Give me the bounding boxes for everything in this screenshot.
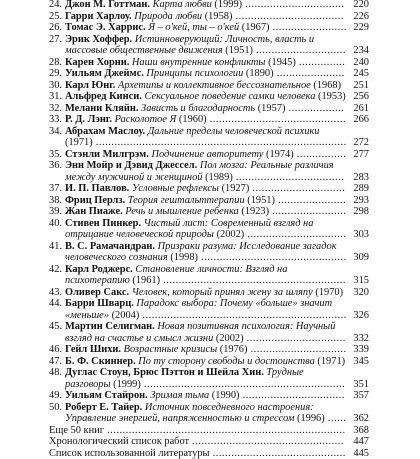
entry-title: Условные рефлексы	[132, 183, 219, 194]
entry-page-number: 303	[353, 229, 369, 241]
entry-number: 47.	[49, 356, 61, 368]
entry-title: Теория гештальттерапии	[128, 195, 245, 206]
entry-title: Трудные разговоры	[65, 367, 304, 390]
entry-text: Карл Роджерс. Становление личности: Взгляд на психотерапию (1961) ...........................................................	[65, 264, 347, 287]
entry-year: (1927)	[222, 183, 250, 194]
toc-entry	[49, 34, 369, 57]
entry-text	[65, 356, 347, 368]
entry-author: Томас Э. Харрис.	[65, 22, 146, 33]
entry-page-number: 332	[353, 333, 369, 345]
entry-text: Стэнли Милгрэм. Подчинение авторитету (1974) ................	[65, 149, 347, 161]
appendix-page-number: 445	[353, 448, 369, 459]
entry-page-number: 293	[353, 195, 369, 207]
entry-number: 49.	[49, 390, 61, 402]
appendix-page-number: 447	[353, 436, 369, 448]
entry-page-number: 226	[353, 11, 369, 23]
entry-number: 40.	[49, 218, 61, 230]
entry-page-number: 251	[353, 80, 369, 92]
entry-text: Стивен Пинкер. Чистый лист: Современный взгляд на отрицание человеческой природы (2002) ................................	[65, 218, 347, 241]
entry-title: Сексуальное поведение самки человека	[144, 91, 315, 102]
entry-text: В. С. Рамачандран. Призраки разума: Исследование загадок человеческого сознания (1998) ...............................................	[65, 241, 347, 264]
toc-entry	[49, 390, 369, 402]
entry-year: (1960)	[179, 114, 207, 125]
entry-year: (1953)	[318, 91, 346, 102]
toc-entry	[49, 126, 369, 149]
appendix-page-number: 368	[353, 425, 369, 437]
entry-title: Источник повседневного настроения: Управление энергией, напряженностью и стрессом	[65, 402, 314, 425]
entry-author: Оливер Сакс.	[65, 287, 129, 298]
entry-number: 25.	[49, 11, 61, 23]
appendix-text: Хронологический список работ .................................................	[49, 436, 347, 448]
entry-page-number: 277	[353, 149, 369, 161]
toc-entry	[49, 298, 369, 321]
entry-year: (2002)	[216, 333, 244, 344]
toc-entry	[49, 91, 369, 103]
entry-page-number: 256	[353, 91, 369, 103]
entry-title: Природа любви	[134, 11, 202, 22]
appendix-label: Список использованной литературы	[49, 448, 210, 459]
entry-page-number: 351	[353, 379, 369, 391]
entry-year: (2002)	[217, 229, 245, 240]
entry-text: Гейл Шихи. Возрастные кризисы (1976) ...............................	[65, 344, 347, 356]
toc-entry	[49, 160, 369, 183]
entry-author: Джон М. Готтман.	[65, 0, 150, 10]
toc-entry	[49, 287, 369, 299]
entry-year: (1989)	[205, 172, 233, 183]
entry-title: Человек, который принял жену за шляпу	[132, 287, 313, 298]
entry-title: Зависть и благодарность	[141, 103, 255, 114]
entry-page-number: 345	[353, 356, 369, 368]
entry-number: 35.	[49, 149, 61, 161]
entry-number: 31.	[49, 91, 61, 103]
entry-number: 50.	[49, 402, 61, 414]
entry-title: Призраки разума: Исследование загадок человеческого сознания	[65, 241, 337, 264]
toc-entry	[49, 195, 369, 207]
toc-entry	[49, 68, 369, 80]
entry-number: 28.	[49, 57, 61, 69]
entry-page-number: 261	[353, 103, 369, 115]
entry-title: Расколотое Я	[115, 114, 177, 125]
entry-page-number: 245	[353, 68, 369, 80]
entry-page-number: 298	[353, 206, 369, 218]
entry-page-number: 289	[353, 183, 369, 195]
entry-page-number: 357	[353, 390, 369, 402]
entry-title: Подчинение авторитету	[151, 149, 263, 160]
entry-number: 26.	[49, 22, 61, 34]
entry-author: Мелани Кляйн.	[65, 103, 138, 114]
entry-author: Карл Юнг.	[65, 80, 115, 91]
entry-year: (2004)	[112, 310, 140, 321]
entry-author: Уильям Джеймс.	[65, 68, 144, 79]
entry-year: (1958)	[205, 11, 233, 22]
entry-title: Пол мозга: Реальные различия между мужчиной и женщиной	[65, 160, 334, 183]
entry-number: 30.	[49, 80, 61, 92]
entry-year: (1951)	[225, 45, 253, 56]
entry-text: Жан Пиаже. Речь и мышление ребенка (1923) ........................	[65, 206, 347, 218]
entry-text: Барри Шварц. Парадокс выбора: Почему «больше» значит «меньше» (2004) ..................................................................	[65, 298, 347, 321]
toc-entry	[49, 114, 369, 126]
entry-author: Роберт Е. Тайер.	[65, 402, 142, 413]
entry-year: (1957)	[258, 103, 286, 114]
entry-year: (1999)	[113, 379, 141, 390]
toc-entry	[49, 356, 369, 368]
entry-year: (1999)	[214, 0, 242, 10]
entry-number: 32.	[49, 103, 61, 115]
entry-text	[65, 80, 347, 92]
entry-title: Зримая тьма	[150, 390, 209, 401]
entry-text: Эрик Хоффер. Истинноверующий: Личность, власть и массовые общественные движения (1951) .............................	[65, 34, 347, 57]
entry-number: 34.	[49, 126, 61, 138]
entry-author: Б. Ф. Скиннер.	[65, 356, 136, 367]
entry-author: Альфред Кинси.	[65, 91, 142, 102]
entry-number: 45.	[49, 321, 61, 333]
entry-author: Абрахам Маслоу.	[65, 126, 145, 137]
entry-author: Барри Шварц.	[65, 298, 134, 309]
entry-author: Уильям Стайрон.	[65, 390, 148, 401]
toc-entry	[49, 344, 369, 356]
entry-text: Карен Хорни. Наши внутренние конфликты (1945) ...............	[65, 57, 347, 69]
entry-page-number: 229	[353, 22, 369, 34]
entry-title: Карта любви	[153, 0, 212, 10]
entry-page-number: 326	[353, 310, 369, 322]
entry-text: Энн Мойр и Дэвид Джессел. Пол мозга: Реальные различия между мужчиной и женщиной (1989) ...................................	[65, 160, 347, 183]
toc-entry	[49, 22, 369, 34]
entry-text: Мартин Селигман. Новая позитивная психология: Научный взгляд на счастье и смысл жизни (2002) ................................	[65, 321, 347, 344]
entry-title: По ту сторону свободы и достоинства	[138, 356, 315, 367]
entry-title: Парадокс выбора: Почему «больше» значит «меньше»	[65, 298, 332, 321]
entry-page-number: 220	[353, 0, 369, 11]
entry-text: Мелани Кляйн. Зависть и благодарность (1957) ..................	[65, 103, 347, 115]
entry-year: (1970)	[315, 287, 343, 298]
entry-text: Джон М. Готтман. Карта любви (1999) ................................	[65, 0, 347, 11]
entry-year: (1998)	[170, 252, 198, 263]
entry-number: 36.	[49, 160, 61, 172]
toc-entry	[49, 0, 369, 11]
entry-number: 27.	[49, 34, 61, 46]
toc-entry	[49, 241, 369, 264]
toc-appendix-entry	[49, 425, 369, 437]
toc-entry	[49, 149, 369, 161]
entry-text: Р. Д. Лэнг. Расколотое Я (1960) ............................................	[65, 114, 347, 126]
toc-entry	[49, 206, 369, 218]
table-of-contents	[49, 0, 369, 459]
entry-author: Карен Хорни.	[65, 57, 129, 68]
entry-author: Гарри Харлоу.	[65, 11, 132, 22]
entry-author: Стэнли Милгрэм.	[65, 149, 149, 160]
entry-text: Фриц Перлз. Теория гештальттерапии (1951) ......................	[65, 195, 347, 207]
entry-year: (1945)	[268, 57, 296, 68]
toc-entry	[49, 402, 369, 425]
appendix-label: Хронологический список работ	[49, 436, 189, 447]
entry-author: В. С. Рамачандран.	[65, 241, 155, 252]
entry-year: (1971)	[65, 137, 93, 148]
entry-title: Новая позитивная психология: Научный взгляд на счастье и смысл жизни	[65, 321, 335, 344]
appendix-text: Еще 50 книг .............................................................................	[49, 425, 347, 437]
entry-title: Я – о'кей, ты – о'кей	[148, 22, 239, 33]
entry-year: (1974)	[266, 149, 294, 160]
toc-entry	[49, 103, 369, 115]
entry-page-number: 339	[353, 344, 369, 356]
entry-author: Карл Роджерс.	[65, 264, 133, 275]
entry-title: Чистый лист: Современный взгляд на отрицание человеческой природы	[65, 218, 313, 241]
entry-year: (1976)	[220, 344, 248, 355]
entry-page-number: 283	[353, 172, 369, 184]
entry-title: Речь и мышление ребенка	[125, 206, 238, 217]
entry-number: 48.	[49, 367, 61, 379]
entry-number: 38.	[49, 195, 61, 207]
entry-title: Дальние пределы человеческой психики	[148, 126, 320, 137]
entry-title: Архетипы и коллективное бессознательное	[118, 80, 311, 91]
entry-number: 41.	[49, 241, 61, 253]
entry-text	[65, 287, 347, 299]
entry-author: Стивен Пинкер.	[65, 218, 141, 229]
entry-title: Истинноверующий: Личность, власть и массовые общественные движения	[65, 34, 314, 57]
entry-text: Уильям Джеймс. Принципы психологии (1890) ......................	[65, 68, 347, 80]
entry-page-number: 320	[353, 287, 369, 299]
entry-text	[65, 91, 347, 103]
entry-author: Р. Д. Лэнг.	[65, 114, 112, 125]
toc-appendix-entry	[49, 448, 369, 459]
entry-author: Фриц Перлз.	[65, 195, 125, 206]
appendix-text: Список использованной литературы ...........................................	[49, 448, 347, 459]
toc-entry	[49, 183, 369, 195]
entry-text: И. П. Павлов. Условные рефлексы (1927) ..............................	[65, 183, 347, 195]
toc-appendix-entry	[49, 436, 369, 448]
entry-number: 42.	[49, 264, 61, 276]
entry-author: Жан Пиаже.	[65, 206, 123, 217]
entry-year: (1890)	[246, 68, 274, 79]
entry-number: 39.	[49, 206, 61, 218]
entry-title: Возрастные кризисы	[124, 344, 218, 355]
entry-text: Томас Э. Харрис. Я – о'кей, ты – о'кей (1967) ........................	[65, 22, 347, 34]
entry-author: Мартин Селигман.	[65, 321, 155, 332]
entry-page-number: 315	[353, 275, 369, 287]
entry-number: 29.	[49, 68, 61, 80]
toc-entry	[49, 321, 369, 344]
entry-text: Гарри Харлоу. Природа любви (1958) ...................................	[65, 11, 347, 23]
appendix-label: Еще 50 книг	[49, 425, 104, 436]
entry-page-number: 266	[353, 114, 369, 126]
entry-year: (1967)	[242, 22, 270, 33]
entry-text: Дуглас Стоун, Брюс Пэттон и Шейла Хин. Трудные разговоры (1999) .................................................................	[65, 367, 347, 390]
entry-title: Наши внутренние конфликты	[132, 57, 266, 68]
entry-number: 44.	[49, 298, 61, 310]
entry-year: (1990)	[212, 390, 240, 401]
entry-number: 33.	[49, 114, 61, 126]
entry-page-number: 362	[353, 413, 369, 425]
entry-year: (1968)	[313, 80, 341, 91]
entry-text: Уильям Стайрон. Зримая тьма (1990) .................................	[65, 390, 347, 402]
entry-text: Абрахам Маслоу. Дальние пределы человеческой психики (1971) .................................................................................	[65, 126, 347, 149]
entry-author: И. П. Павлов.	[65, 183, 129, 194]
toc-entry	[49, 11, 369, 23]
toc-entry	[49, 218, 369, 241]
entry-author: Гейл Шихи.	[65, 344, 121, 355]
toc-entry	[49, 57, 369, 69]
entry-number: 24.	[49, 0, 61, 11]
entry-page-number: 234	[353, 45, 369, 57]
entry-author: Дуглас Стоун, Брюс Пэттон и Шейла Хин.	[65, 367, 264, 378]
entry-number: 43.	[49, 287, 61, 299]
entry-title: Становление личности: Взгляд на психотерапию	[65, 264, 287, 287]
toc-entry	[49, 367, 369, 390]
entry-year: (1996)	[297, 413, 325, 424]
entry-page-number: 240	[353, 57, 369, 69]
toc-entry	[49, 80, 369, 92]
entry-number: 37.	[49, 183, 61, 195]
toc-entry	[49, 264, 369, 287]
entry-page-number: 309	[353, 252, 369, 264]
entry-year: (1961)	[132, 275, 160, 286]
entry-number: 46.	[49, 344, 61, 356]
entry-author: Энн Мойр и Дэвид Джессел.	[65, 160, 197, 171]
entry-page-number: 272	[353, 137, 369, 149]
entry-year: (1951)	[247, 195, 275, 206]
entry-year: (1923)	[241, 206, 269, 217]
entry-title: Принципы психологии	[146, 68, 243, 79]
entry-year: (1971)	[317, 356, 345, 367]
entry-text: Роберт Е. Тайер. Источник повседневного настроения: Управление энергией, напряженностью и стрессом (1996) ......	[65, 402, 347, 425]
entry-author: Эрик Хоффер.	[65, 34, 132, 45]
